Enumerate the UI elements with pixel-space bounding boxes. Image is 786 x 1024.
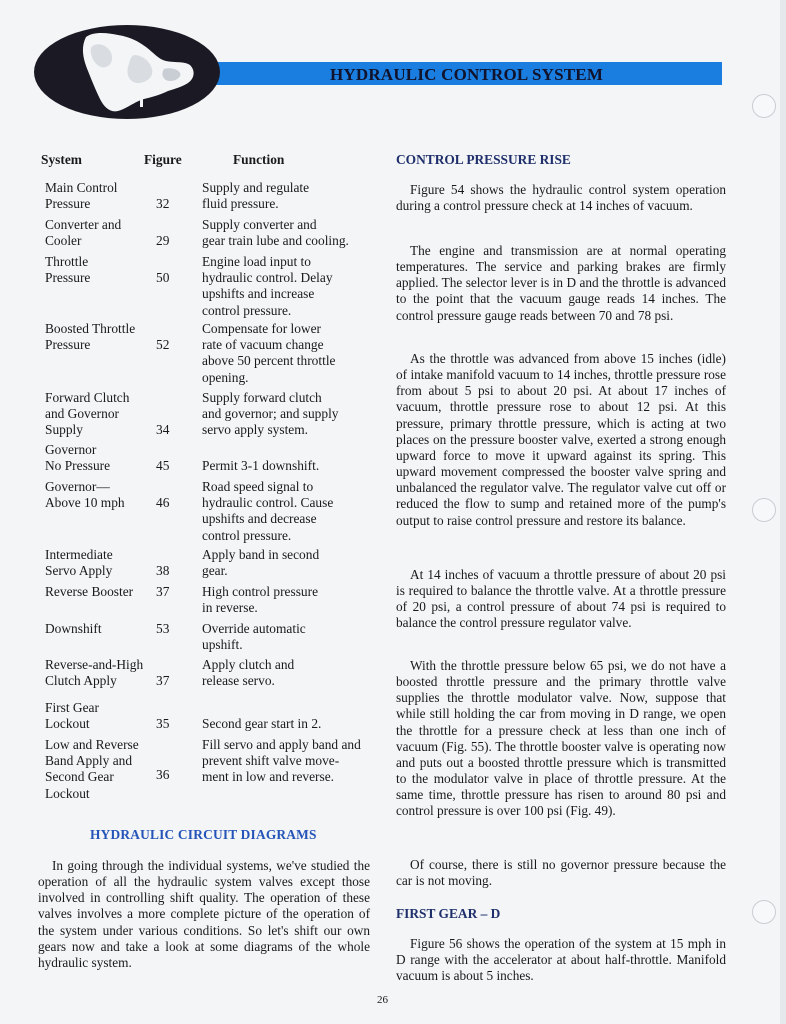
table-cell-figure: 36 — [156, 767, 170, 782]
table-cell-figure: 37 — [156, 673, 170, 688]
table-cell-figure: 38 — [156, 563, 170, 578]
table-cell-figure: 52 — [156, 337, 170, 352]
table-cell-system: Forward Clutch and Governor Supply — [45, 390, 130, 438]
table-cell-figure: 29 — [156, 233, 170, 248]
table-cell-figure: 37 — [156, 584, 170, 599]
table-cell-system: Governor No Pressure — [45, 442, 111, 474]
binder-hole — [752, 498, 776, 522]
page-edge — [780, 0, 786, 1024]
table-cell-figure: 45 — [156, 458, 170, 473]
paragraph: In going through the individual systems, we've studied the operation of all the hydraulic system valves except those involved in controlling shift quality. The operation of these valves involves a more complete picture of the operation of the system under various conditions. So let's shift our own gears now and take a look at some diagrams of the whole hydraulic system. — [38, 858, 370, 970]
table-cell-figure: 50 — [156, 270, 170, 285]
table-cell-function: Supply converter and gear train lube and cooling. — [202, 217, 349, 249]
paragraph: With the throttle pressure below 65 psi, we do not have a boosted throttle pressure and the primary throttle valve supplies the throttle modulator valve. Now, suppose that while still holding the car from moving in D range, we open the throttle for a pressure check at less than one inch of vacuum (Fig. 55). The throttle booster valve is operating now and puts out a boosted throttle pressure which is transmitted to the modulator valve in place of throttle pressure. At the same time, throttle pressure has risen to around 80 psi and control pressure is over 100 psi (Fig. 49). — [396, 658, 726, 819]
table-cell-function: Road speed signal to hydraulic control. Cause upshifts and decrease control pressure. — [202, 479, 334, 543]
section-heading-circuit-diagrams: HYDRAULIC CIRCUIT DIAGRAMS — [90, 827, 317, 842]
paragraph: As the throttle was advanced from above 15 inches (idle) of intake manifold vacuum to 14 inches, throttle pressure rose from about 5 psi to about 20 psi. At about 17 inches of vacuum, throttle pressure rose to about 12 psi. At this pressure, primary throttle pressure, which is acting at two places on the pressure booster valve, exerted a strong enough upward force to move it upward against its spring. This upward movement compressed the booster valve spring and unbalanced the regulator valve. The regulator valve cut off or reduced the flow to sump and retained more of the pump's output to raise control pressure and restore its balance. — [396, 351, 726, 528]
column-header-figure: Figure — [144, 152, 182, 167]
table-cell-function: High control pressure in reverse. — [202, 584, 319, 616]
table-cell-system: Reverse Booster — [45, 584, 134, 599]
paragraph: The engine and transmission are at normal operating temperatures. The service and parking brakes are firmly applied. The selector lever is in D and the throttle is advanced to the point that the vacuum gauge reads 14 inches. The control pressure gauge reads between 70 and 78 psi. — [396, 243, 726, 323]
table-cell-function: Override automatic upshift. — [202, 621, 306, 653]
table-cell-function: Compensate for lower rate of vacuum change above 50 percent throttle opening. — [202, 321, 336, 385]
transmission-silhouette-icon — [34, 25, 220, 119]
table-cell-figure: 35 — [156, 716, 170, 731]
transmission-logo — [34, 25, 220, 119]
table-cell-figure: 53 — [156, 621, 170, 636]
table-cell-function: Engine load input to hydraulic control. Delay upshifts and increase control pressure. — [202, 254, 333, 318]
section-heading-control-pressure-rise: CONTROL PRESSURE RISE — [396, 152, 571, 167]
page-title: HYDRAULIC CONTROL SYSTEM — [330, 65, 604, 84]
table-cell-function: Supply and regulate fluid pressure. — [202, 180, 310, 212]
table-cell-system: Main Control Pressure — [45, 180, 118, 212]
paragraph: Figure 54 shows the hydraulic control system operation during a control pressure check at 14 inches of vacuum. — [396, 182, 726, 214]
table-cell-function: Supply forward clutch and governor; and supply servo apply system. — [202, 390, 339, 438]
section-heading-first-gear: FIRST GEAR – D — [396, 906, 501, 921]
table-cell-function: Permit 3-1 downshift. — [202, 458, 320, 473]
table-cell-function: Second gear start in 2. — [202, 716, 322, 731]
table-cell-figure: 32 — [156, 196, 170, 211]
table-cell-function: Apply clutch and release servo. — [202, 657, 295, 689]
table-cell-system: Downshift — [45, 621, 102, 636]
column-header-function: Function — [233, 152, 285, 167]
table-cell-system: Low and Reverse Band Apply and Second Gear Lockout — [45, 737, 139, 801]
table-cell-system: Converter and Cooler — [45, 217, 122, 249]
table-cell-system: Boosted Throttle Pressure — [45, 321, 136, 353]
paragraph: Of course, there is still no governor pressure because the car is not moving. — [396, 857, 726, 889]
table-cell-system: Governor— Above 10 mph — [45, 479, 125, 511]
column-header-system: System — [41, 152, 82, 167]
table-cell-function: Fill servo and apply band and prevent shift valve move- ment in low and reverse. — [202, 737, 361, 785]
binder-hole — [752, 900, 776, 924]
table-cell-system: Intermediate Servo Apply — [45, 547, 113, 579]
table-cell-system: Reverse-and-High Clutch Apply — [45, 657, 144, 689]
table-cell-function: Apply band in second gear. — [202, 547, 320, 579]
binder-hole — [752, 94, 776, 118]
page-number: 26 — [377, 994, 388, 1006]
table-cell-system: Throttle Pressure — [45, 254, 91, 286]
table-cell-system: First Gear Lockout — [45, 700, 99, 732]
table-cell-figure: 46 — [156, 495, 170, 510]
paragraph: At 14 inches of vacuum a throttle pressure of about 20 psi is required to balance the throttle valve. At a throttle pressure of 20 psi, a control pressure of about 74 psi is required to balance the control pressure regulator valve. — [396, 567, 726, 631]
paragraph: Figure 56 shows the operation of the system at 15 mph in D range with the accelerator at about half-throttle. Manifold vacuum is about 5 inches. — [396, 936, 726, 984]
table-cell-figure: 34 — [156, 422, 170, 437]
